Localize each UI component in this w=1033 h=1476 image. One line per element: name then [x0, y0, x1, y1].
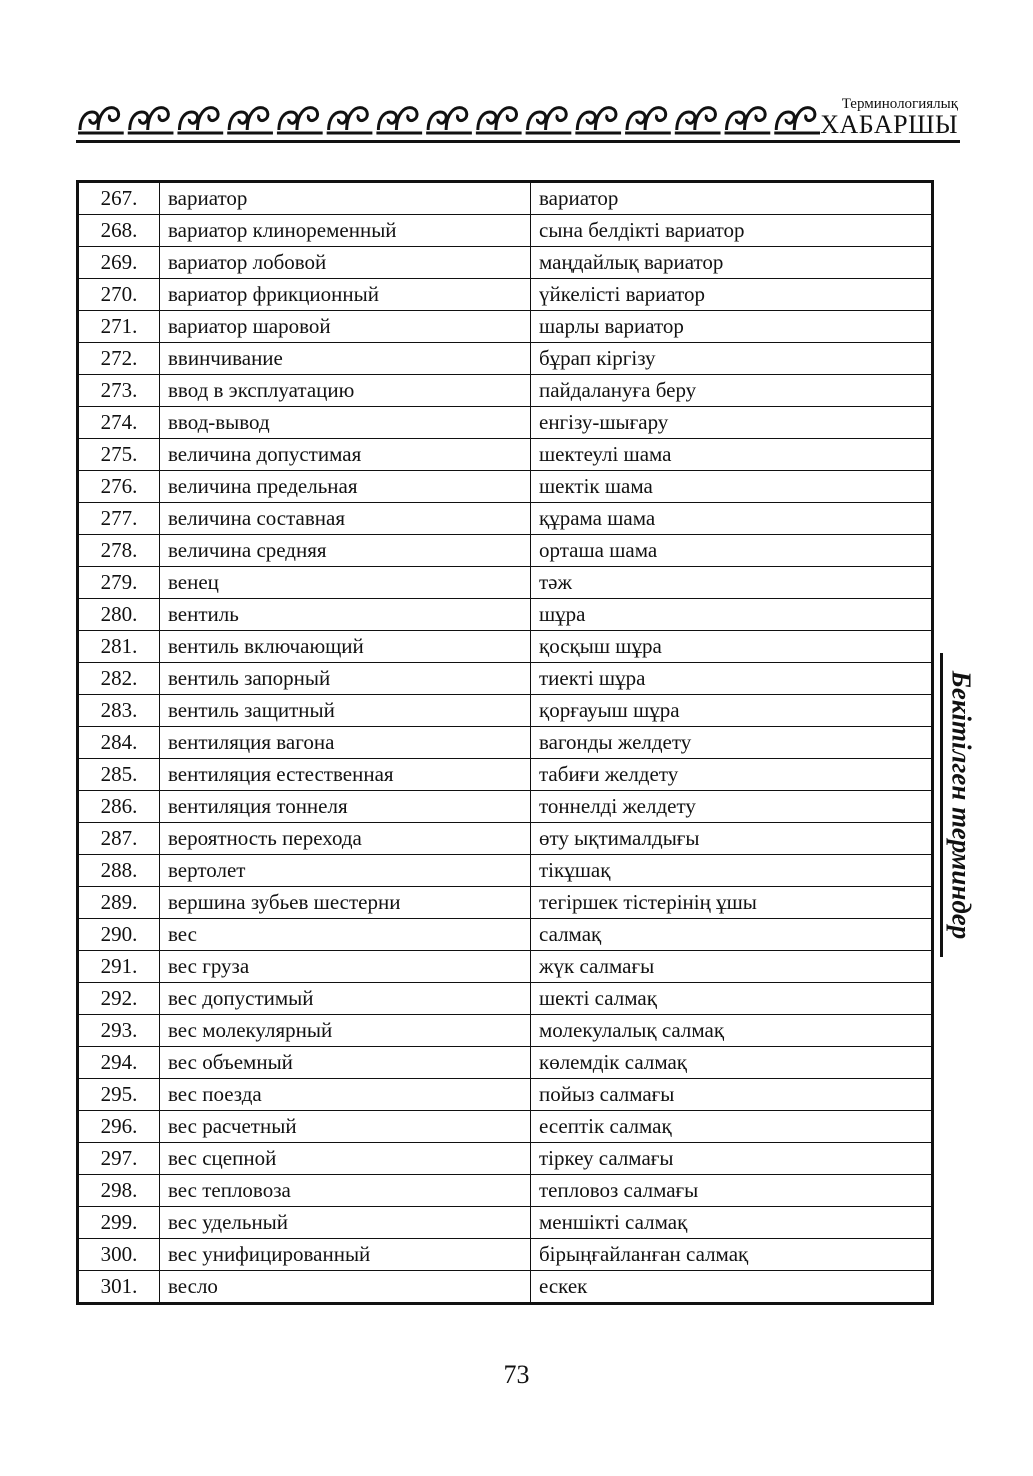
term-number: 300.: [78, 1239, 160, 1271]
table-row: [78, 1079, 933, 1111]
table-row: [78, 695, 933, 727]
table-row: [78, 1271, 933, 1304]
russian-term: вес допустимый: [160, 983, 531, 1015]
term-number: 291.: [78, 951, 160, 983]
russian-term: вентиляция естественная: [160, 759, 531, 791]
kazakh-term: маңдайлық вариатор: [531, 247, 933, 279]
term-number: 282.: [78, 663, 160, 695]
kazakh-term: қосқыш шұра: [531, 631, 933, 663]
kazakh-term: есептік салмақ: [531, 1111, 933, 1143]
term-number: 279.: [78, 567, 160, 599]
kazakh-term: жүк салмағы: [531, 951, 933, 983]
kazakh-term: көлемдік салмақ: [531, 1047, 933, 1079]
term-number: 277.: [78, 503, 160, 535]
kazakh-term: пайдалануға беру: [531, 375, 933, 407]
table-row: [78, 247, 933, 279]
term-number: 267.: [78, 182, 160, 215]
scroll-motif-icon: [625, 108, 671, 133]
kazakh-term: вариатор: [531, 182, 933, 215]
side-section-label: Бекітілген терминдер: [946, 670, 977, 940]
term-number: 273.: [78, 375, 160, 407]
kazakh-term: салмақ: [531, 919, 933, 951]
table-row: [78, 727, 933, 759]
scroll-motif-icon: [774, 108, 820, 133]
russian-term: вес объемный: [160, 1047, 531, 1079]
table-row: [78, 567, 933, 599]
kazakh-term: шектік шама: [531, 471, 933, 503]
table-row: [78, 663, 933, 695]
kazakh-term: бұрап кіргізу: [531, 343, 933, 375]
journal-title: ХАБАРШЫ: [820, 110, 958, 139]
kazakh-term: шекті салмақ: [531, 983, 933, 1015]
scroll-motif-icon: [675, 108, 721, 133]
table-row: [78, 343, 933, 375]
term-number: 298.: [78, 1175, 160, 1207]
page-header: [76, 96, 960, 148]
scroll-motif-icon: [177, 108, 223, 133]
russian-term: вентиль защитный: [160, 695, 531, 727]
term-number: 294.: [78, 1047, 160, 1079]
scroll-ornament-border-icon: [76, 100, 822, 136]
term-number: 293.: [78, 1015, 160, 1047]
russian-term: вентиляция вагона: [160, 727, 531, 759]
table-row: [78, 599, 933, 631]
table-row: [78, 375, 933, 407]
term-number: 276.: [78, 471, 160, 503]
table-row: [78, 887, 933, 919]
kazakh-term: тоннелді желдету: [531, 791, 933, 823]
term-number: 299.: [78, 1207, 160, 1239]
table-row: [78, 791, 933, 823]
term-number: 280.: [78, 599, 160, 631]
table-row: [78, 1175, 933, 1207]
kazakh-term: тіркеу салмағы: [531, 1143, 933, 1175]
scroll-motif-icon: [725, 108, 771, 133]
russian-term: вес удельный: [160, 1207, 531, 1239]
scroll-motif-icon: [526, 108, 572, 133]
table-row: [78, 1207, 933, 1239]
term-number: 295.: [78, 1079, 160, 1111]
journal-subtitle: Терминологиялық: [841, 96, 958, 112]
kazakh-term: үйкелісті вариатор: [531, 279, 933, 311]
term-number: 271.: [78, 311, 160, 343]
term-number: 269.: [78, 247, 160, 279]
russian-term: вес молекулярный: [160, 1015, 531, 1047]
russian-term: вентиль: [160, 599, 531, 631]
russian-term: величина составная: [160, 503, 531, 535]
russian-term: величина средняя: [160, 535, 531, 567]
term-number: 278.: [78, 535, 160, 567]
table-row: [78, 1111, 933, 1143]
kazakh-term: тәж: [531, 567, 933, 599]
table-row: [78, 1143, 933, 1175]
scroll-motif-icon: [426, 108, 472, 133]
term-number: 287.: [78, 823, 160, 855]
table-row: [78, 1047, 933, 1079]
term-number: 288.: [78, 855, 160, 887]
term-number: 275.: [78, 439, 160, 471]
table-row: [78, 279, 933, 311]
kazakh-term: пойыз салмағы: [531, 1079, 933, 1111]
term-number: 272.: [78, 343, 160, 375]
kazakh-term: бірыңғайланған салмақ: [531, 1239, 933, 1271]
table-row: [78, 919, 933, 951]
russian-term: ввинчивание: [160, 343, 531, 375]
table-row: [78, 407, 933, 439]
scroll-motif-icon: [476, 108, 522, 133]
table-row: [78, 983, 933, 1015]
russian-term: вес расчетный: [160, 1111, 531, 1143]
russian-term: вес поезда: [160, 1079, 531, 1111]
scroll-motif-icon: [277, 108, 323, 133]
kazakh-term: табиғи желдету: [531, 759, 933, 791]
table-row: [78, 439, 933, 471]
kazakh-term: тиекті шұра: [531, 663, 933, 695]
table-row: [78, 823, 933, 855]
kazakh-term: вагонды желдету: [531, 727, 933, 759]
term-number: 292.: [78, 983, 160, 1015]
terms-table-body: [78, 182, 933, 1304]
kazakh-term: өту ықтималдығы: [531, 823, 933, 855]
terms-table: [76, 180, 934, 1305]
scroll-motif-icon: [128, 108, 174, 133]
kazakh-term: тегіршек тістерінің ұшы: [531, 887, 933, 919]
term-number: 286.: [78, 791, 160, 823]
russian-term: весло: [160, 1271, 531, 1304]
kazakh-term: молекулалық салмақ: [531, 1015, 933, 1047]
scroll-motif-icon: [575, 108, 621, 133]
russian-term: вес унифицированный: [160, 1239, 531, 1271]
russian-term: вертолет: [160, 855, 531, 887]
term-number: 270.: [78, 279, 160, 311]
page-number: 73: [503, 1360, 530, 1389]
term-number: 290.: [78, 919, 160, 951]
russian-term: вершина зубьев шестерни: [160, 887, 531, 919]
term-number: 285.: [78, 759, 160, 791]
scroll-motif-icon: [78, 108, 124, 133]
kazakh-term: орташа шама: [531, 535, 933, 567]
table-row: [78, 182, 933, 215]
table-row: [78, 1239, 933, 1271]
kazakh-term: меншікті салмақ: [531, 1207, 933, 1239]
russian-term: вариатор: [160, 182, 531, 215]
table-row: [78, 855, 933, 887]
term-number: 289.: [78, 887, 160, 919]
scroll-motif-icon: [227, 108, 273, 133]
term-number: 281.: [78, 631, 160, 663]
kazakh-term: ескек: [531, 1271, 933, 1304]
table-row: [78, 951, 933, 983]
russian-term: вентиль включающий: [160, 631, 531, 663]
russian-term: величина допустимая: [160, 439, 531, 471]
russian-term: величина предельная: [160, 471, 531, 503]
table-row: [78, 503, 933, 535]
table-row: [78, 759, 933, 791]
russian-term: вариатор лобовой: [160, 247, 531, 279]
russian-term: ввод-вывод: [160, 407, 531, 439]
term-number: 297.: [78, 1143, 160, 1175]
term-number: 274.: [78, 407, 160, 439]
russian-term: ввод в эксплуатацию: [160, 375, 531, 407]
table-row: [78, 1015, 933, 1047]
kazakh-term: тікұшақ: [531, 855, 933, 887]
term-number: 301.: [78, 1271, 160, 1304]
scroll-motif-icon: [327, 108, 373, 133]
russian-term: вероятность перехода: [160, 823, 531, 855]
kazakh-term: сына белдікті вариатор: [531, 215, 933, 247]
russian-term: вариатор клиноременный: [160, 215, 531, 247]
russian-term: вариатор шаровой: [160, 311, 531, 343]
kazakh-term: шарлы вариатор: [531, 311, 933, 343]
kazakh-term: қорғауыш шұра: [531, 695, 933, 727]
kazakh-term: шектеулі шама: [531, 439, 933, 471]
table-row: [78, 631, 933, 663]
term-number: 268.: [78, 215, 160, 247]
table-row: [78, 535, 933, 567]
russian-term: вентиляция тоннеля: [160, 791, 531, 823]
russian-term: вес: [160, 919, 531, 951]
russian-term: вес сцепной: [160, 1143, 531, 1175]
kazakh-term: шұра: [531, 599, 933, 631]
russian-term: вариатор фрикционный: [160, 279, 531, 311]
kazakh-term: құрама шама: [531, 503, 933, 535]
term-number: 284.: [78, 727, 160, 759]
table-row: [78, 311, 933, 343]
kazakh-term: тепловоз салмағы: [531, 1175, 933, 1207]
term-number: 283.: [78, 695, 160, 727]
russian-term: вес тепловоза: [160, 1175, 531, 1207]
russian-term: вентиль запорный: [160, 663, 531, 695]
russian-term: вес груза: [160, 951, 531, 983]
russian-term: венец: [160, 567, 531, 599]
header-rule: [76, 140, 960, 143]
table-row: [78, 215, 933, 247]
term-number: 296.: [78, 1111, 160, 1143]
scroll-motif-icon: [376, 108, 422, 133]
table-row: [78, 471, 933, 503]
kazakh-term: енгізу-шығару: [531, 407, 933, 439]
